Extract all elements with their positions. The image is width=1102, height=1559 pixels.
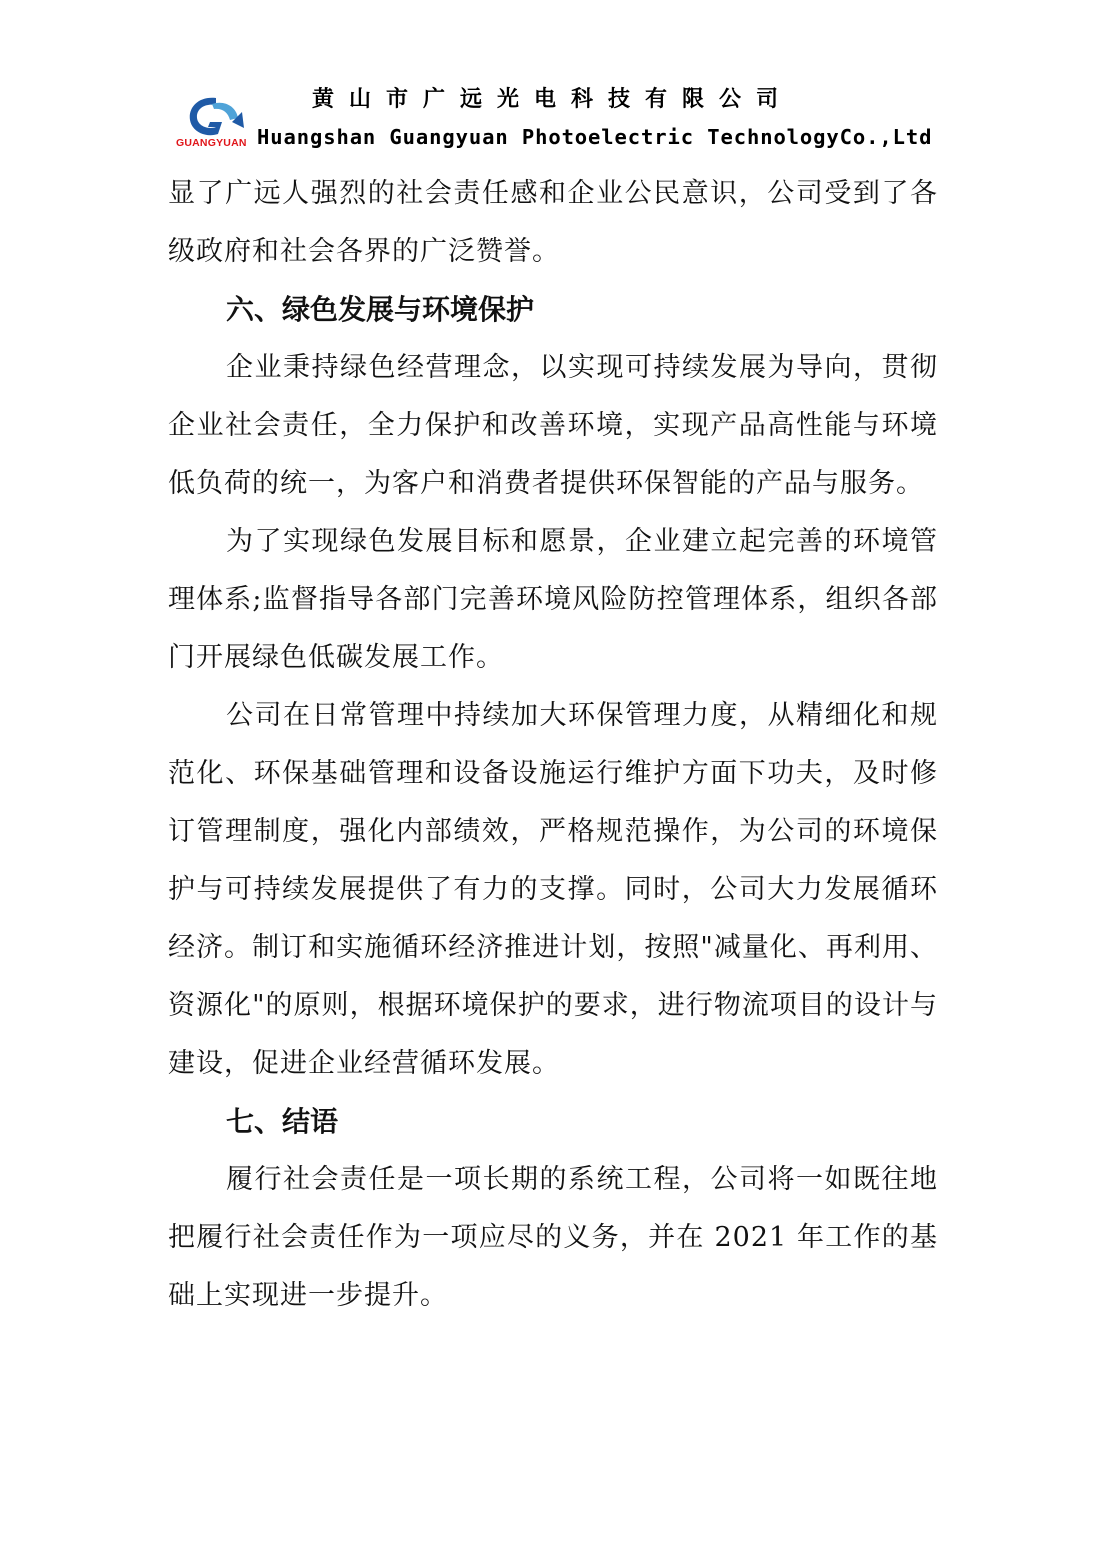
document-body	[168, 165, 938, 1325]
company-logo	[176, 92, 254, 152]
company-name-english: Huangshan Guangyuan Photoelectric TechnologyCo.,Ltd	[257, 125, 933, 149]
section-6-paragraph-1: 企业秉持绿色经营理念，以实现可持续发展为导向，贯彻企业社会责任，全力保护和改善环境，实现产品高性能与环境低负荷的统一，为客户和消费者提供环保智能的产品与服务。	[168, 352, 938, 499]
intro-paragraph: 显了广远人强烈的社会责任感和企业公民意识，公司受到了各级政府和社会各界的广泛赞誉。	[168, 178, 938, 267]
section-6-heading: 六、绿色发展与环境保护	[226, 293, 535, 326]
section-7-heading: 七、结语	[226, 1105, 339, 1138]
section-7-paragraph-1: 履行社会责任是一项长期的系统工程，公司将一如既往地把履行社会责任作为一项应尽的义务，并在 2021 年工作的基础上实现进一步提升。	[168, 1164, 938, 1311]
section-6-paragraph-2: 为了实现绿色发展目标和愿景，企业建立起完善的环境管理体系;监督指导各部门完善环境风险防控管理体系，组织各部门开展绿色低碳发展工作。	[168, 526, 938, 673]
section-6-paragraph-3: 公司在日常管理中持续加大环保管理力度，从精细化和规范化、环保基础管理和设备设施运行维护方面下功夫，及时修订管理制度，强化内部绩效，严格规范操作，为公司的环境保护与可持续发展提供了有力的支撑。同时，公司大力发展循环经济。制订和实施循环经济推进计划，按照"减量化、再利用、资源化"的原则，根据环境保护的要求，进行物流项目的设计与建设，促进企业经营循环发展。	[168, 700, 938, 1079]
company-name-chinese: 黄山市广远光电科技有限公司	[312, 87, 794, 112]
logo-g-icon	[176, 92, 254, 140]
logo-wordmark: GUANGYUAN	[176, 137, 247, 149]
page-header	[0, 0, 1102, 160]
